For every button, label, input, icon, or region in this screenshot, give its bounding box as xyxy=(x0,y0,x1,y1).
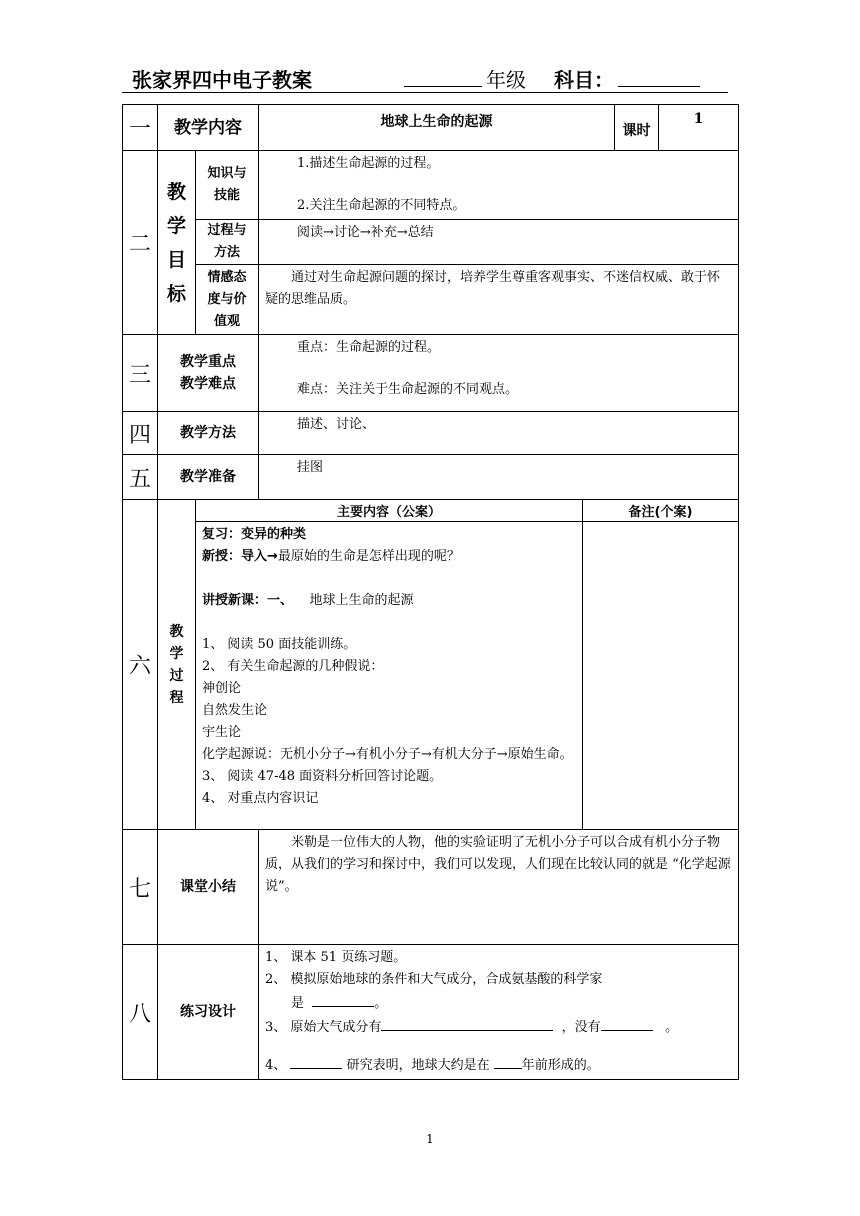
emotion-values-text: 通过对生命起源问题的探讨，培养学生尊重客观事实、不迷信权威、敢于怀疑的思维品质。 xyxy=(259,265,739,335)
process-methods-text: 阅读→讨论→补充→总结 xyxy=(259,220,739,265)
knowledge-item: 1.描述生命起源的过程。 xyxy=(297,156,440,171)
knowledge-item: 2.关注生命起源的不同特点。 xyxy=(297,198,466,213)
difficult-point: 难点：关注关于生命起源的不同观点。 xyxy=(297,382,519,397)
hypothesis-item: 自然发生论 xyxy=(202,703,268,718)
exercise-design-label: 练习设计 xyxy=(158,945,259,1080)
row-goals-emotion xyxy=(123,265,739,335)
knowledge-skills-label: 知识与 技能 xyxy=(196,151,259,220)
hours-label: 课时 xyxy=(615,105,659,151)
row-number-7: 七 xyxy=(123,830,158,945)
row-number-1: 一 xyxy=(123,105,158,151)
notes-header: 备注(个案) xyxy=(583,500,739,522)
key-difficulty-text xyxy=(259,335,739,412)
row-content xyxy=(123,105,739,151)
exercise-item: 3、 原始大气成分有 ，没有 。 xyxy=(265,1015,732,1039)
review-line: 复习：变异的种类 xyxy=(202,527,307,542)
page-number: 1 xyxy=(426,1132,434,1146)
lesson-title: 地球上生命的起源 xyxy=(259,105,615,151)
exercise-item: 4、 研究表明，地球大约是在 年前形成的。 xyxy=(265,1053,732,1077)
row-key-points xyxy=(123,335,739,412)
class-summary-label: 课堂小结 xyxy=(158,830,259,945)
class-summary-text: 米勒是一位伟大的人物，他的实验证明了无机小分子可以合成有机小分子物质，从我们的学习和探讨中，我们可以发现，人们现在比较认同的就是 “化学起源说”。 xyxy=(259,830,739,945)
subject-blank[interactable] xyxy=(618,86,700,87)
process-methods-label: 过程与 方法 xyxy=(196,220,259,265)
key-difficulty-label: 教学重点 教学难点 xyxy=(158,335,259,412)
key-point: 重点：生命起源的过程。 xyxy=(297,340,441,355)
row-number-2: 二 xyxy=(123,151,158,335)
goal-char: 目 xyxy=(166,248,186,271)
main-content-header: 主要内容（公案） xyxy=(196,500,583,522)
process-step: 2、 有关生命起源的几种假说： xyxy=(202,659,384,674)
hypothesis-item: 化学起源说：无机小分子→有机小分子→有机大分子→原始生命。 xyxy=(202,747,573,762)
process-step: 4、 对重点内容识记 xyxy=(202,791,319,806)
answer-blank[interactable] xyxy=(312,991,374,1007)
goal-char: 标 xyxy=(166,282,186,305)
lecture-line: 讲授新课：一、 地球上生命的起源 xyxy=(202,593,414,608)
knowledge-skills-text xyxy=(259,151,739,220)
teaching-prep-label: 教学准备 xyxy=(158,455,259,500)
row-summary xyxy=(123,830,739,945)
teaching-process-label: 教 学 过 程 xyxy=(158,500,196,830)
main-content-body xyxy=(196,522,583,830)
row-goals-process xyxy=(123,220,739,265)
goal-char: 学 xyxy=(166,214,186,237)
answer-blank[interactable] xyxy=(381,1015,553,1031)
process-step: 1、 阅读 50 面技能训练。 xyxy=(202,637,357,652)
answer-blank[interactable] xyxy=(601,1015,653,1031)
page-header xyxy=(128,62,730,92)
row-number-8: 八 xyxy=(123,945,158,1080)
row-goals-knowledge xyxy=(123,151,739,220)
answer-blank[interactable] xyxy=(290,1053,342,1069)
teaching-goals-label xyxy=(158,151,196,335)
hypothesis-item: 神创论 xyxy=(202,681,242,696)
row-process-header xyxy=(123,500,739,522)
row-exercises xyxy=(123,945,739,1080)
exercise-item: 2、 模拟原始地球的条件和大气成分，合成氨基酸的科学家 xyxy=(265,972,603,987)
goal-char: 教 xyxy=(166,180,186,203)
new-lesson-line: 新授：导入→最原始的生命是怎样出现的呢？ xyxy=(202,549,460,564)
school-title: 张家界四中电子教案 xyxy=(132,68,312,92)
teaching-content-label: 教学内容 xyxy=(158,105,259,151)
header-rule xyxy=(122,92,728,93)
exercise-item: 1、 课本 51 页练习题。 xyxy=(265,950,407,965)
row-number-3: 三 xyxy=(123,335,158,412)
row-preparation xyxy=(123,455,739,500)
row-number-6: 六 xyxy=(123,500,158,830)
hours-value: 1 xyxy=(659,105,739,151)
emotion-values-label: 情感态 度与价 值观 xyxy=(196,265,259,335)
hypothesis-item: 宇生论 xyxy=(202,725,242,740)
row-number-4: 四 xyxy=(123,412,158,455)
row-methods xyxy=(123,412,739,455)
row-process-body xyxy=(123,522,739,830)
grade-label: 年级 xyxy=(486,68,526,92)
process-step: 3、 阅读 47-48 面资料分析回答讨论题。 xyxy=(202,769,443,784)
lesson-plan-table xyxy=(122,104,739,1080)
notes-body[interactable] xyxy=(583,522,739,830)
teaching-method-text: 描述、讨论、 xyxy=(259,412,739,455)
grade-blank[interactable] xyxy=(404,86,482,87)
row-number-5: 五 xyxy=(123,455,158,500)
answer-blank[interactable] xyxy=(494,1053,522,1069)
teaching-method-label: 教学方法 xyxy=(158,412,259,455)
exercise-item: 是 。 xyxy=(265,991,732,1015)
subject-label: 科目： xyxy=(554,68,614,92)
exercise-design-text xyxy=(259,945,739,1080)
teaching-prep-text: 挂图 xyxy=(259,455,739,500)
